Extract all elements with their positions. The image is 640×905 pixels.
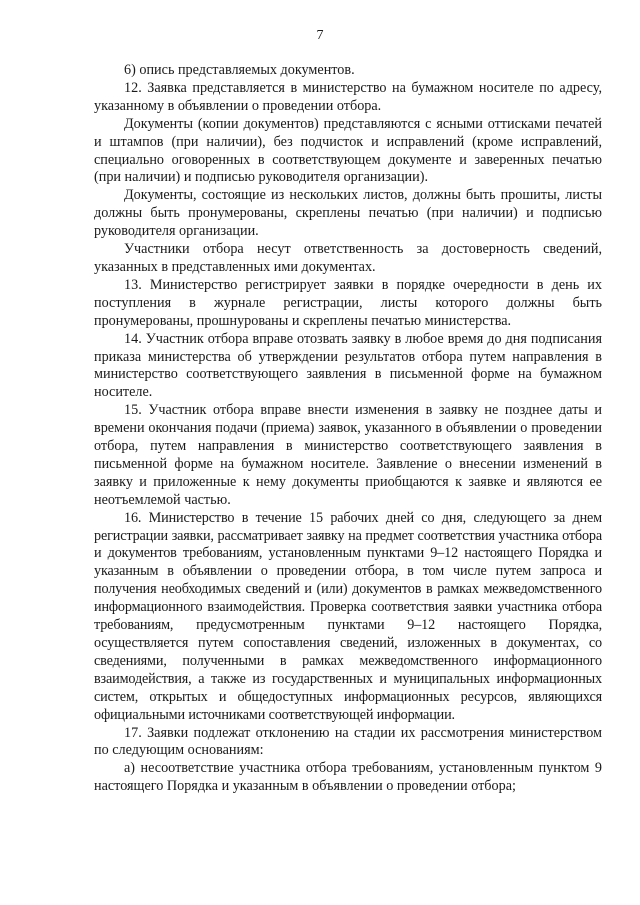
paragraph-14: 14. Участник отбора вправе отозвать заявку в любое время до дня подписания приказа министерства об утверждении результатов отбора путем направления в министерство соответствующего заявления в письменной форме на бумажном носителе.: [94, 330, 602, 401]
paragraph-participant-responsibility: Участники отбора несут ответственность за достоверность сведений, указанных в представленных ими документах.: [94, 241, 602, 275]
paragraph-documents-copies: Документы (копии документов) представляются с ясными оттисками печатей и штампов (при наличии), без подчисток и исправлений (кроме исправлений, специально оговоренных в соответствующем документе и заверенных печатью (при наличии) и подписью руководителя организации).: [94, 115, 602, 186]
paragraph-17: 17. Заявки подлежат отклонению на стадии их рассмотрения министерством по следующим основаниям:: [94, 724, 602, 759]
paragraph-16: 16. Министерство в течение 15 рабочих дней со дня, следующего за днем регистрации заявки, рассматривает заявку на предмет соответствия участника отбора и документов требованиям, установленным пунктами 9–12 настоящего Порядка и указанным в объявлении о проведении отбора, в том числе путем запроса и получения необходимых сведений и (или) документов в рамках межведомственного информационного взаимодействия. Проверка соответствия заявки участника отбора требованиям, предусмотренным пунктами 9–12 настоящего Порядка, осуществляется путем сопоставления сведений, изложенных в документах, со сведениями, полученными в рамках межведомственного информационного взаимодействия, а также из государственных и муниципальных информационных систем, открытых и общедоступных информационных ресурсов, являющихся официальными источниками соответствующей информации.: [94, 509, 602, 723]
paragraph-13: 13. Министерство регистрирует заявки в порядке очередности в день их поступления в журнале регистрации, листы которого должны быть пронумерованы, прошнурованы и скреплены печатью министерства.: [94, 276, 602, 329]
page-number: 7: [316, 28, 324, 43]
paragraph-17-a: а) несоответствие участника отбора требованиям, установленным пунктом 9 настоящего Порядка и указанным в объявлении о проведении отбора;: [94, 760, 602, 795]
document-body: [94, 62, 602, 796]
paragraph-multi-sheet-documents: Документы, состоящие из нескольких листов, должны быть прошиты, листы должны быть пронумерованы, скреплены печатью (при наличии) и подписью руководителя организации.: [94, 187, 602, 240]
paragraph-inventory: 6) опись представляемых документов.: [124, 62, 355, 78]
paragraph-15: 15. Участник отбора вправе внести изменения в заявку не позднее даты и времени окончания подачи (приема) заявок, указанного в объявлении о проведении отбора, путем направления в министерство соответствующего заявления в письменной форме на бумажном носителе. Заявление о внесении изменений в заявку и приложенные к нему документы приобщаются к заявке и являются ее неотъемлемой частью.: [94, 402, 602, 508]
paragraph-12: 12. Заявка представляется в министерство на бумажном носителе по адресу, указанному в объявлении о проведении отбора.: [94, 79, 602, 114]
